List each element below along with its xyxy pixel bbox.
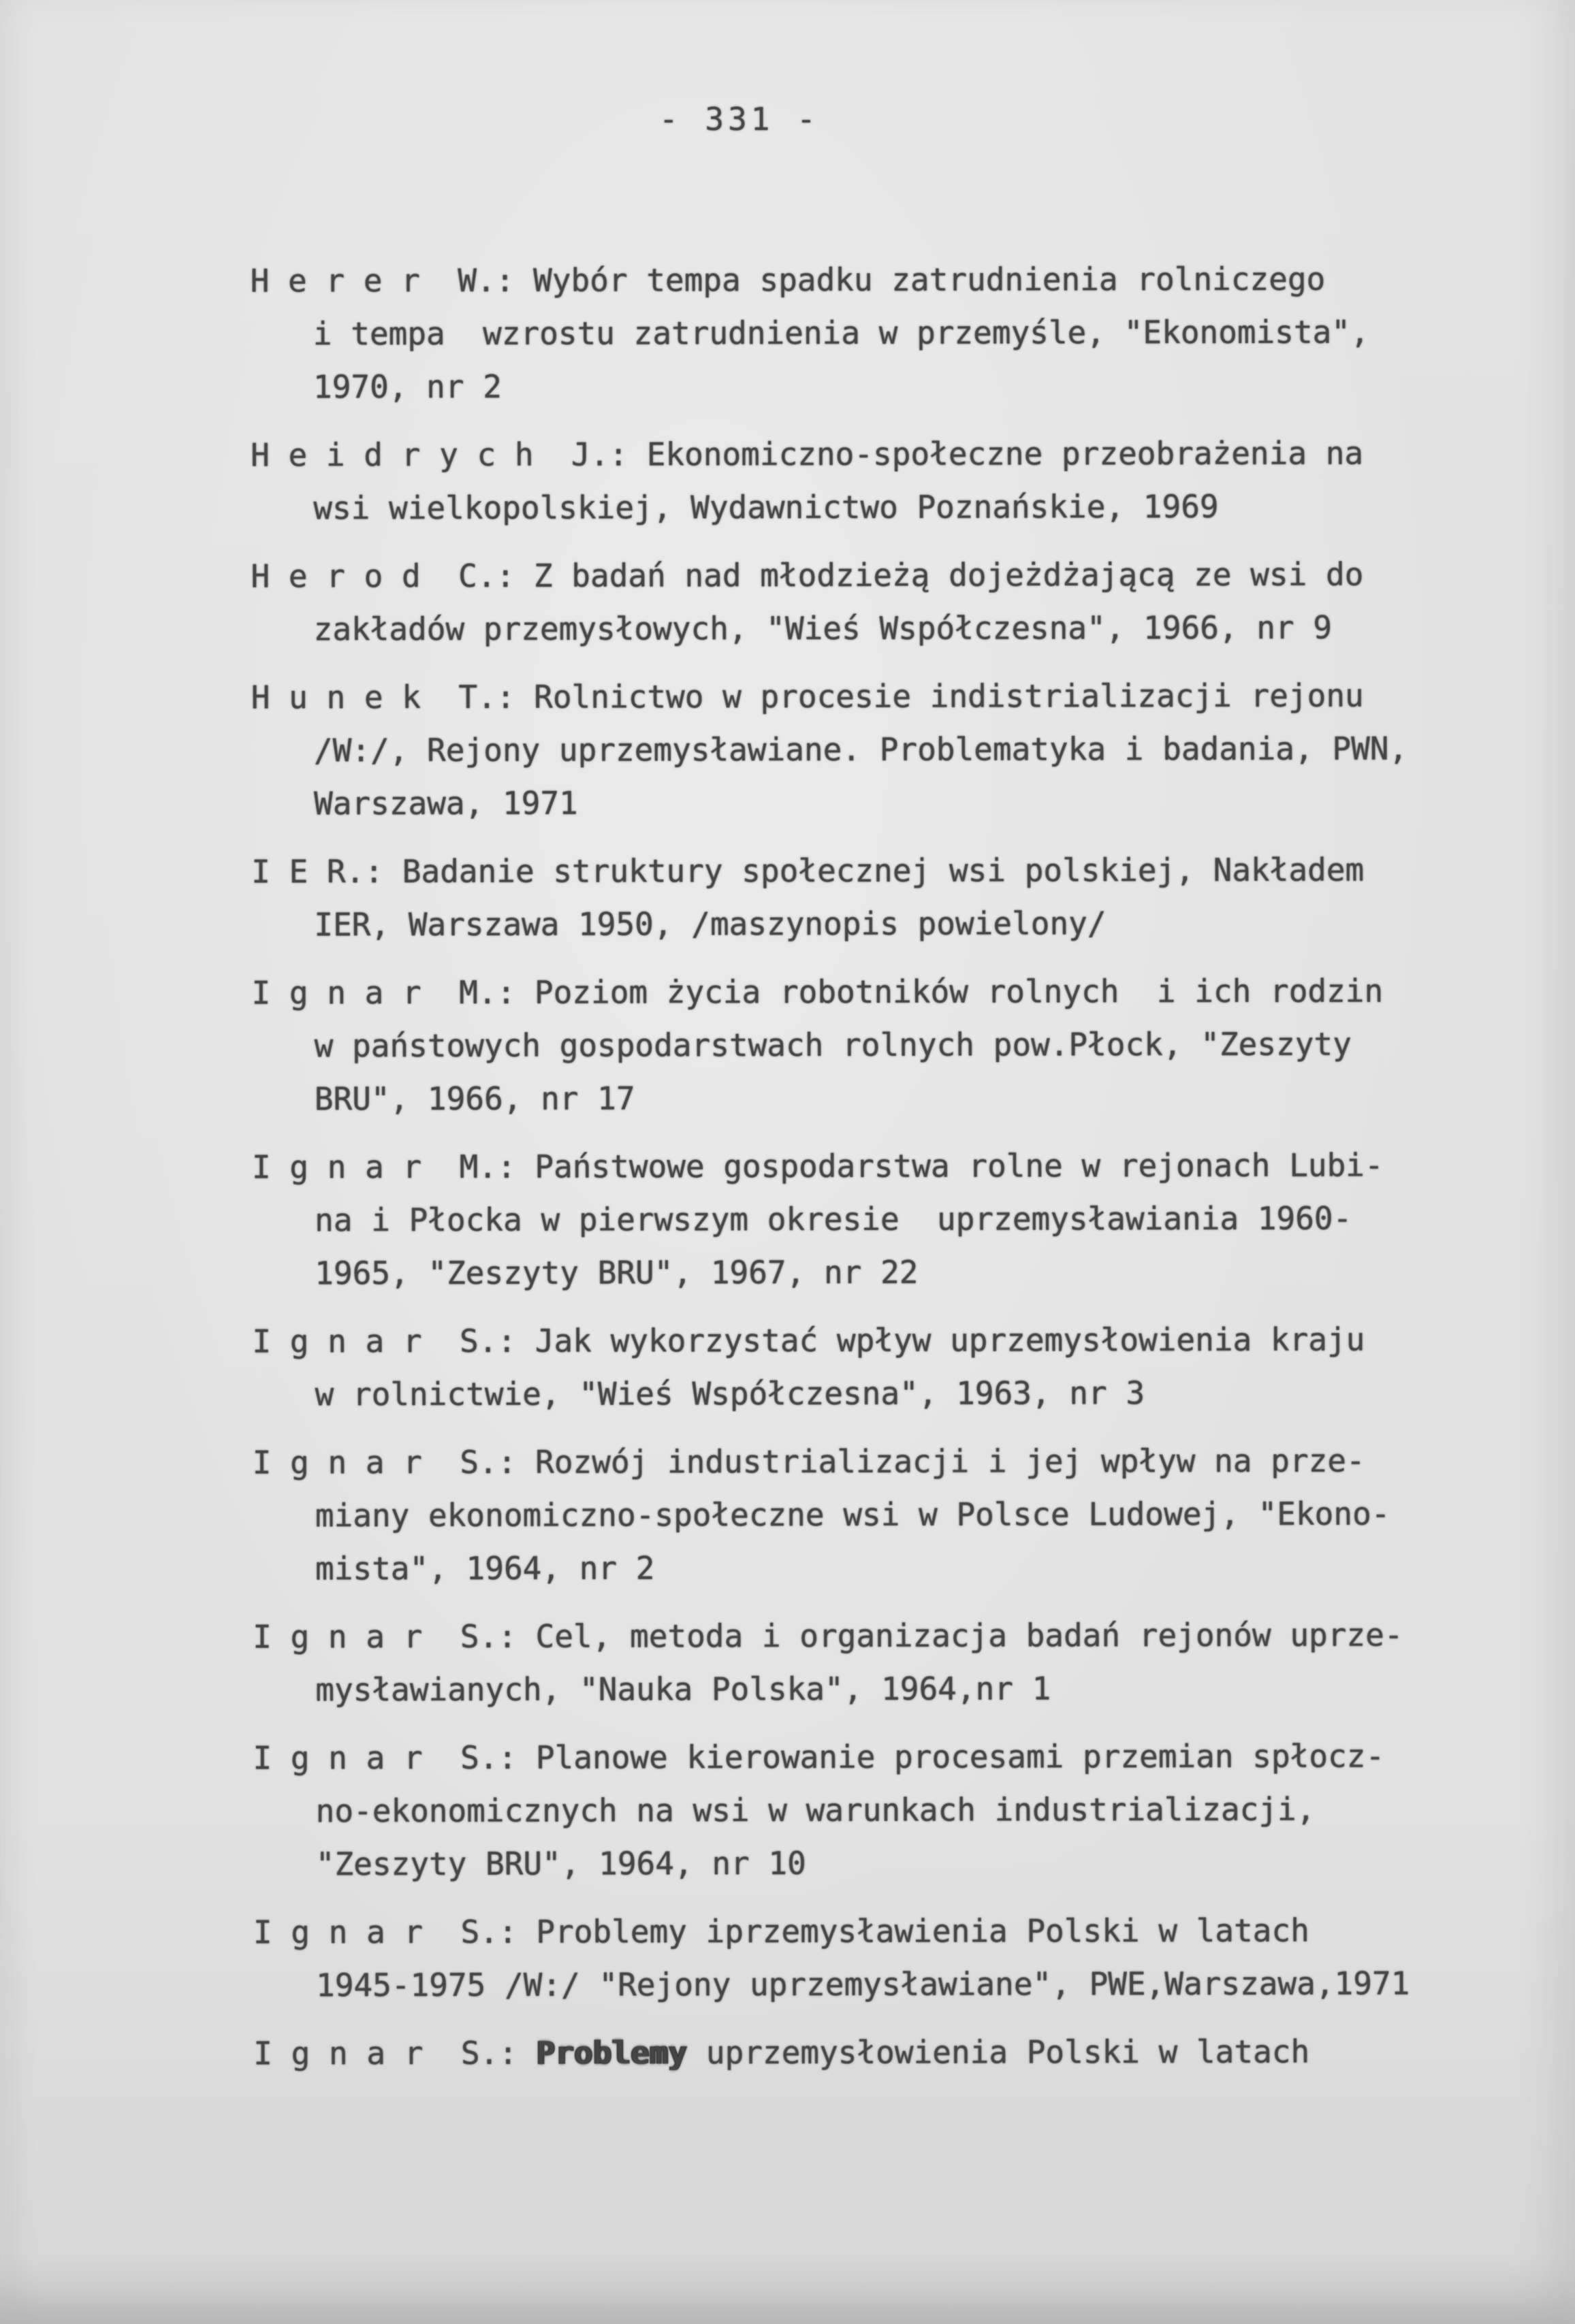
bibliography-entry	[253, 2024, 1506, 2080]
entry-line: H e r e r W.: Wybór tempa spadku zatrudnienia rolniczego	[250, 260, 1326, 300]
entry-line: BRU", 1966, nr 17	[314, 1080, 635, 1118]
entry-line: I g n a r S.: Rozwój industrializacji i jej wpływ na prze-	[252, 1442, 1365, 1481]
entry-line: I g n a r S.: Jak wykorzystać wpływ uprzemysłowienia kraju	[252, 1321, 1365, 1360]
overtyped-word: Problemy	[536, 2034, 688, 2071]
bibliography-list	[251, 252, 1507, 2095]
entry-line-prefix: I g n a r S.:	[253, 2034, 537, 2072]
entry-line: "Zeszyty BRU", 1964, nr 10	[315, 1845, 806, 1883]
bibliography-entry	[253, 1729, 1506, 1890]
bibliography-entry	[251, 426, 1504, 534]
entry-line: zakładów przemysłowych, "Wieś Współczesna", 1966, nr 9	[313, 609, 1333, 648]
bibliography-entry	[251, 843, 1504, 951]
entry-line: I E R.: Badanie struktury społecznej wsi polskiej, Nakładem	[251, 851, 1365, 890]
entry-line: I g n a r S.: Problemy iprzemysławienia Polski w latach	[253, 1911, 1309, 1951]
entry-line: 1970, nr 2	[313, 368, 502, 406]
bibliography-entry	[251, 964, 1504, 1125]
bibliography-entry	[251, 668, 1504, 830]
entry-line: I g n a r S.: Planowe kierowanie procesami przemian spłocz-	[253, 1737, 1385, 1777]
bibliography-entry	[252, 1138, 1505, 1300]
entry-line	[253, 2024, 1506, 2080]
entry-line: no-ekonomicznych na wsi w warunkach industrializacji,	[315, 1790, 1316, 1830]
entry-line: H e r o d C.: Z badań nad młodzieżą dojeżdżającą ze wsi do	[251, 555, 1364, 595]
bibliography-entry	[253, 1903, 1506, 2012]
bibliography-entry	[252, 1312, 1505, 1421]
entry-line: miany ekonomiczno-społeczne wsi w Polsce Ludowej, "Ekono-	[315, 1495, 1390, 1534]
entry-line: wsi wielkopolskiej, Wydawnictwo Poznańskie, 1969	[313, 488, 1219, 527]
entry-line: I g n a r S.: Cel, metoda i organizacja badań rejonów uprze-	[253, 1616, 1403, 1656]
page-number: - 331 -	[659, 101, 820, 138]
bibliography-entry	[253, 1434, 1506, 1595]
entry-line: w rolnictwie, "Wieś Współczesna", 1963, nr 3	[315, 1374, 1145, 1413]
entry-line: IER, Warszawa 1950, /maszynopis powielony/	[314, 905, 1107, 943]
entry-line: H e i d r y c h J.: Ekonomiczno-społeczne przeobrażenia na	[251, 434, 1364, 474]
entry-line: 1945-1975 /W:/ "Rejony uprzemysławiane", PWE,Warszawa,1971	[316, 1965, 1410, 2004]
entry-line: I g n a r M.: Państwowe gospodarstwa rolne w rejonach Lubi-	[251, 1146, 1384, 1186]
bibliography-entry	[251, 252, 1504, 413]
entry-line: H u n e k T.: Rolnictwo w procesie indistrializacji rejonu	[251, 677, 1364, 716]
entry-line: mista", 1964, nr 2	[315, 1549, 655, 1587]
entry-line: i tempa wzrostu zatrudnienia w przemyśle, "Ekonomista",	[313, 313, 1369, 353]
entry-line-suffix: uprzemysłowienia Polski w latach	[687, 2033, 1310, 2071]
entry-line: mysławianych, "Nauka Polska", 1964,nr 1	[315, 1670, 1051, 1709]
entry-line: Warszawa, 1971	[314, 784, 578, 822]
bibliography-entry	[253, 1608, 1506, 1716]
entry-line: na i Płocka w pierwszym okresie uprzemysławiania 1960-	[315, 1199, 1352, 1239]
entry-line: 1965, "Zeszyty BRU", 1967, nr 22	[315, 1253, 919, 1292]
bibliography-entry	[251, 547, 1504, 656]
entry-line: /W:/, Rejony uprzemysławiane. Problematyka i badania, PWN,	[313, 730, 1408, 769]
entry-line: I g n a r M.: Poziom życia robotników rolnych i ich rodzin	[251, 972, 1384, 1012]
entry-line: w państowych gospodarstwach rolnych pow.Płock, "Zeszyty	[314, 1025, 1352, 1065]
